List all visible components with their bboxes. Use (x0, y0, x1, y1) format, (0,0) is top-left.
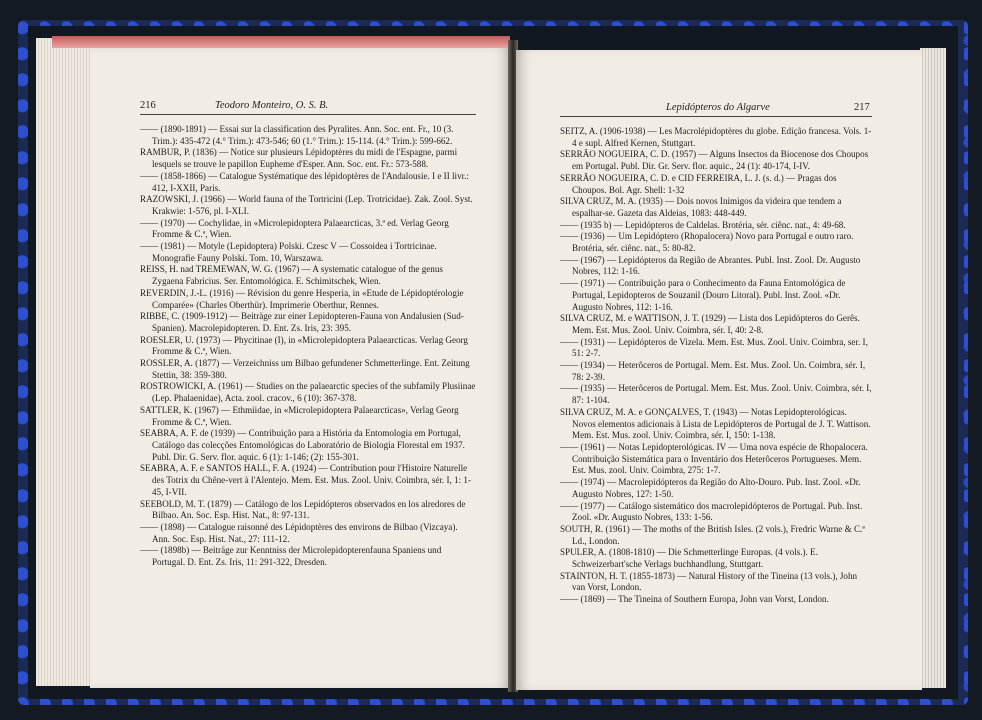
bibliography-entry: —— (1869) — The Tineina of Southern Europa, John van Vorst, London. (560, 594, 829, 605)
left-page (90, 48, 510, 688)
bibliography-entry: SPULER, A. (1808-1810) — Die Schmetterlinge Europas. (4 vols.). E. Schweizerbart'sche Verlags buchhandlung, Stuttgart. (560, 547, 818, 570)
bibliography-entry: —— (1890-1891) — Essai sur la classification des Pyralites. Ann. Soc. ent. Fr., 10 (3. Trim.): 435-472 (4.° Trim.): 473-546; 60 (1.° Trim.): 15-114. (4.° Trim.): 599-662. (140, 124, 454, 146)
bibliography-entry: —— (1936) — Um Lepidóptero (Rhopalocera) Novo para Portugal e outro raro. Brotéria, sér. ciênc. nat., 5: 80-82. (560, 231, 854, 254)
bibliography-entry: SILVA CRUZ, M. A. e GONÇALVES, T. (1943) — Notas Lepidopterológicas. Novos elementos adicionais à Lista de Lepidópteros de Portugal de J. T. Wattison. Mem. Est. Mus. zool. Univ. Coimbra, sér. I, 150: 1-138. (560, 406, 871, 441)
bibliography-entry: —— (1935 b) — Lepidópteros de Caldelas. Brotéria, sér. ciênc. nat., 4: 49-68. (560, 219, 846, 230)
red-page-edge (52, 36, 510, 48)
bibliography-entry: SEABRA, A. F. e SANTOS HALL, F. A. (1924) — Contribution pour l'Histoire Naturelle des Totrix du Chêne-vert à l'Alentejo. Mem. Est. Mus. Zool. Univ. Coimbra, sér. I, 1: 1-45, I-VII. (140, 463, 471, 497)
right-page (516, 50, 922, 690)
left-header-rule (140, 114, 476, 115)
bibliography-entry: RAZOWSKI, J. (1966) — World fauna of the Tortricini (Lep. Trotricidae). Zak. Zool. Syst. Krakwie: 1-576, pl. I-XLI. (140, 194, 473, 216)
bibliography-entry: SATTLER, K. (1967) — Ethmiidae, in «Microlepidoptera Palaearcticas», Verlag Georg Fromme & C.ª, Wien. (140, 404, 459, 427)
bibliography-entry: STAINTON, H. T. (1855-1873) — Natural History of the Tineina (13 vols.), John van Vorst, London. (560, 570, 858, 593)
bibliography-entry: —— (1898) — Catalogue raisonné des Lépidoptères des environs de Bilbao (Vizcaya). Ann. Soc. Esp. Hist. Nat., 27: 111-12. (140, 521, 458, 544)
left-page-number: 216 (140, 100, 156, 111)
bibliography-entry: —— (1977) — Catálogo sistemático dos macrolepidópteros de Portugal. Pub. Inst. Zool. «Dr. Augusto Nobres, 133: 1-56. (560, 500, 863, 523)
left-page-edges (36, 38, 96, 686)
bibliography-entry: —— (1967) — Lepidópteros da Região de Abrantes. Publ. Inst. Zool. Dr. Augusto Nobres, 112: 1-16. (560, 254, 861, 277)
bibliography-entry: —— (1970) — Cochylidae, in «Microlepidoptera Palaearcticas, 3.ª ed. Verlag Georg Fromme & C.ª, Wien. (140, 217, 449, 240)
bibliography-entry: ROSTROWICKI, A. (1961) — Studies on the palaearctic species of the subfamily Plusiinae (Lep. Phalaenidae), Acta. zool. cracov., 6 (10): 367-378. (140, 381, 476, 404)
left-bibliography-list (140, 124, 476, 569)
bibliography-entry: RIBBE, C. (1909-1912) — Beiträge zur einer Lepidopteren-Fauna von Andalusien (Sud-Spanien). Macrolepidopteren. D. Ent. Zs. Iris, 23: 395. (140, 311, 464, 333)
bibliography-entry: REVERDIN, J.-L. (1916) — Révision du genre Hesperia, in «Etude de Lépidoptérologie Comparée» (Charles Oberthür). Imprimerie Oberthur, Rennes. (140, 287, 464, 310)
bibliography-entry: SERRÃO NOGUEIRA, C. D. e CID FERREIRA, L. J. (s. d.) — Pragas dos Choupos. Bol. Agr. Shell: 1-32 (560, 172, 837, 195)
right-page-edges (920, 48, 946, 688)
right-running-head: Lepidópteros do Algarve (666, 102, 770, 113)
right-header-rule (560, 116, 872, 117)
bibliography-entry: SEITZ, A. (1906-1938) — Les Macrolépidoptères du globe. Edição francesa. Vols. 1-4 e supl. Alfred Kernen, Stuttgart. (560, 126, 872, 148)
bibliography-entry: SERRÃO NOGUEIRA, C. D. (1957) — Alguns Insectos da Biocenose dos Choupos em Portugal. Publ. Dir. Gr. Serv. flor. aquic., 24 (1): 40-174, I-IV. (560, 149, 869, 172)
right-bibliography-list (560, 126, 872, 606)
bibliography-entry: —— (1898b) — Beiträge zur Kenntniss der Microlepidopterenfauna Spaniens und Portugal. D. Ent. Zs. Iris, 11: 291-322, Dresden. (140, 545, 442, 568)
bibliography-entry: —— (1981) — Motyle (Lepidoptera) Polski. Czesc V — Cossoidea i Tortricinae. Monografie Fauny Polski. Tom. 10, Warszawa. (140, 241, 437, 263)
right-page-number: 217 (854, 102, 870, 113)
left-running-head: Teodoro Monteiro, O. S. B. (215, 100, 329, 111)
bibliography-entry: —— (1935) — Heterôceros de Portugal. Mem. Est. Mus. Zool. Univ. Coimbra, sér. I, 87: 1-104. (560, 383, 872, 406)
bibliography-entry: —— (1974) — Macrolepidópteros da Região do Alto-Douro. Pub. Inst. Zool. «Dr. Augusto Nobres, 127: 1-50. (560, 477, 861, 499)
bibliography-entry: SEABRA, A. F. de (1939) — Contribuição para a História da Entomologia em Portugal, Catálogo das colecções Entomológicas do Laboratório de Biologia Florestal em 1937. Publ. Dir. G. Serv. flor. aquic. 6 (1): 1-146; (2): 155-301. (140, 428, 465, 462)
bibliography-entry: SILVA CRUZ, M. A. (1935) — Dois novos Inimigos da videira que tendem a espalhar-se. Gazeta das Aldeias, 1083: 448-449. (560, 196, 842, 218)
bibliography-entry: —— (1934) — Heterôceros de Portugal. Mem. Est. Mus. Zool. Un. Coimbra, sér. I, 78: 2-39. (560, 360, 866, 382)
bibliography-entry: —— (1971) — Contribuição para o Conhecimento da Fauna Entomológica de Portugal, Lepidopteros de Souzanil (Douro Litoral). Publ. Inst. Zool. «Dr. Augusto Nobres, 112: 1-16. (560, 278, 846, 312)
bibliography-entry: SILVA CRUZ, M. e WATTISON, J. T. (1929) — Lista dos Lepidópteros do Gerês. Mem. Est. Mus. Zool. Univ. Coimbra, sér. I, 40: 2-8. (560, 313, 860, 335)
bibliography-entry: REISS, H. nad TREMEWAN, W. G. (1967) — A systematic catalogue of the genus Zygaena Fabricius. Ser. Entomológica. E. Schimitschek, Wien. (140, 264, 443, 287)
bibliography-entry: —— (1858-1866) — Catalogue Systématique des lépidoptères de l'Andalousie. I e II livr.: 412, I-XXII, Paris. (140, 170, 469, 193)
bibliography-entry: SOUTH, R. (1961) — The moths of the British Isles. (2 vols.), Fredric Warne & C.ª Ld., London. (560, 523, 865, 546)
bibliography-entry: —— (1931) — Lepidópteros de Vizela. Mem. Est. Mus. Zool. Univ. Coimbra, ser. I, 51: 2-7. (560, 336, 868, 359)
bibliography-entry: ROESLER, U. (1973) — Phycitinae (I), in «Microlepidoptera Palaearcticas. Verlag Georg Fromme & C.ª, Wien. (140, 334, 468, 357)
bibliography-entry: ROSSLER, A. (1877) — Verzeichniss um Bilbao gefundener Schmetterlinge. Ent. Zeitung Stettin, 38: 359-380. (140, 358, 470, 380)
bibliography-entry: SEEBOLD, M. T. (1879) — Catálogo de los Lepidópteros observados en los alredores de Bilbao. An. Soc. Esp. Hist. Nat., 8: 97-131. (140, 498, 466, 521)
bibliography-entry: —— (1961) — Notas Lepidopterológicas. IV — Uma nova espécie de Rhopalocera. Contribuição Sistemática para o Inventário dos Heterôceros Portugueses. Mem. Est. Mus. zool. Univ. Coimbra, 275: 1-7. (560, 441, 868, 476)
bibliography-entry: RAMBUR, P. (1836) — Notice sur plusieurs Lépidoptères du midi de l'Espagne, parmi lesquels se trouve le papillon Eupheme d'Esper. Ann. Soc. ent. Fr.: 573-588. (140, 147, 458, 170)
